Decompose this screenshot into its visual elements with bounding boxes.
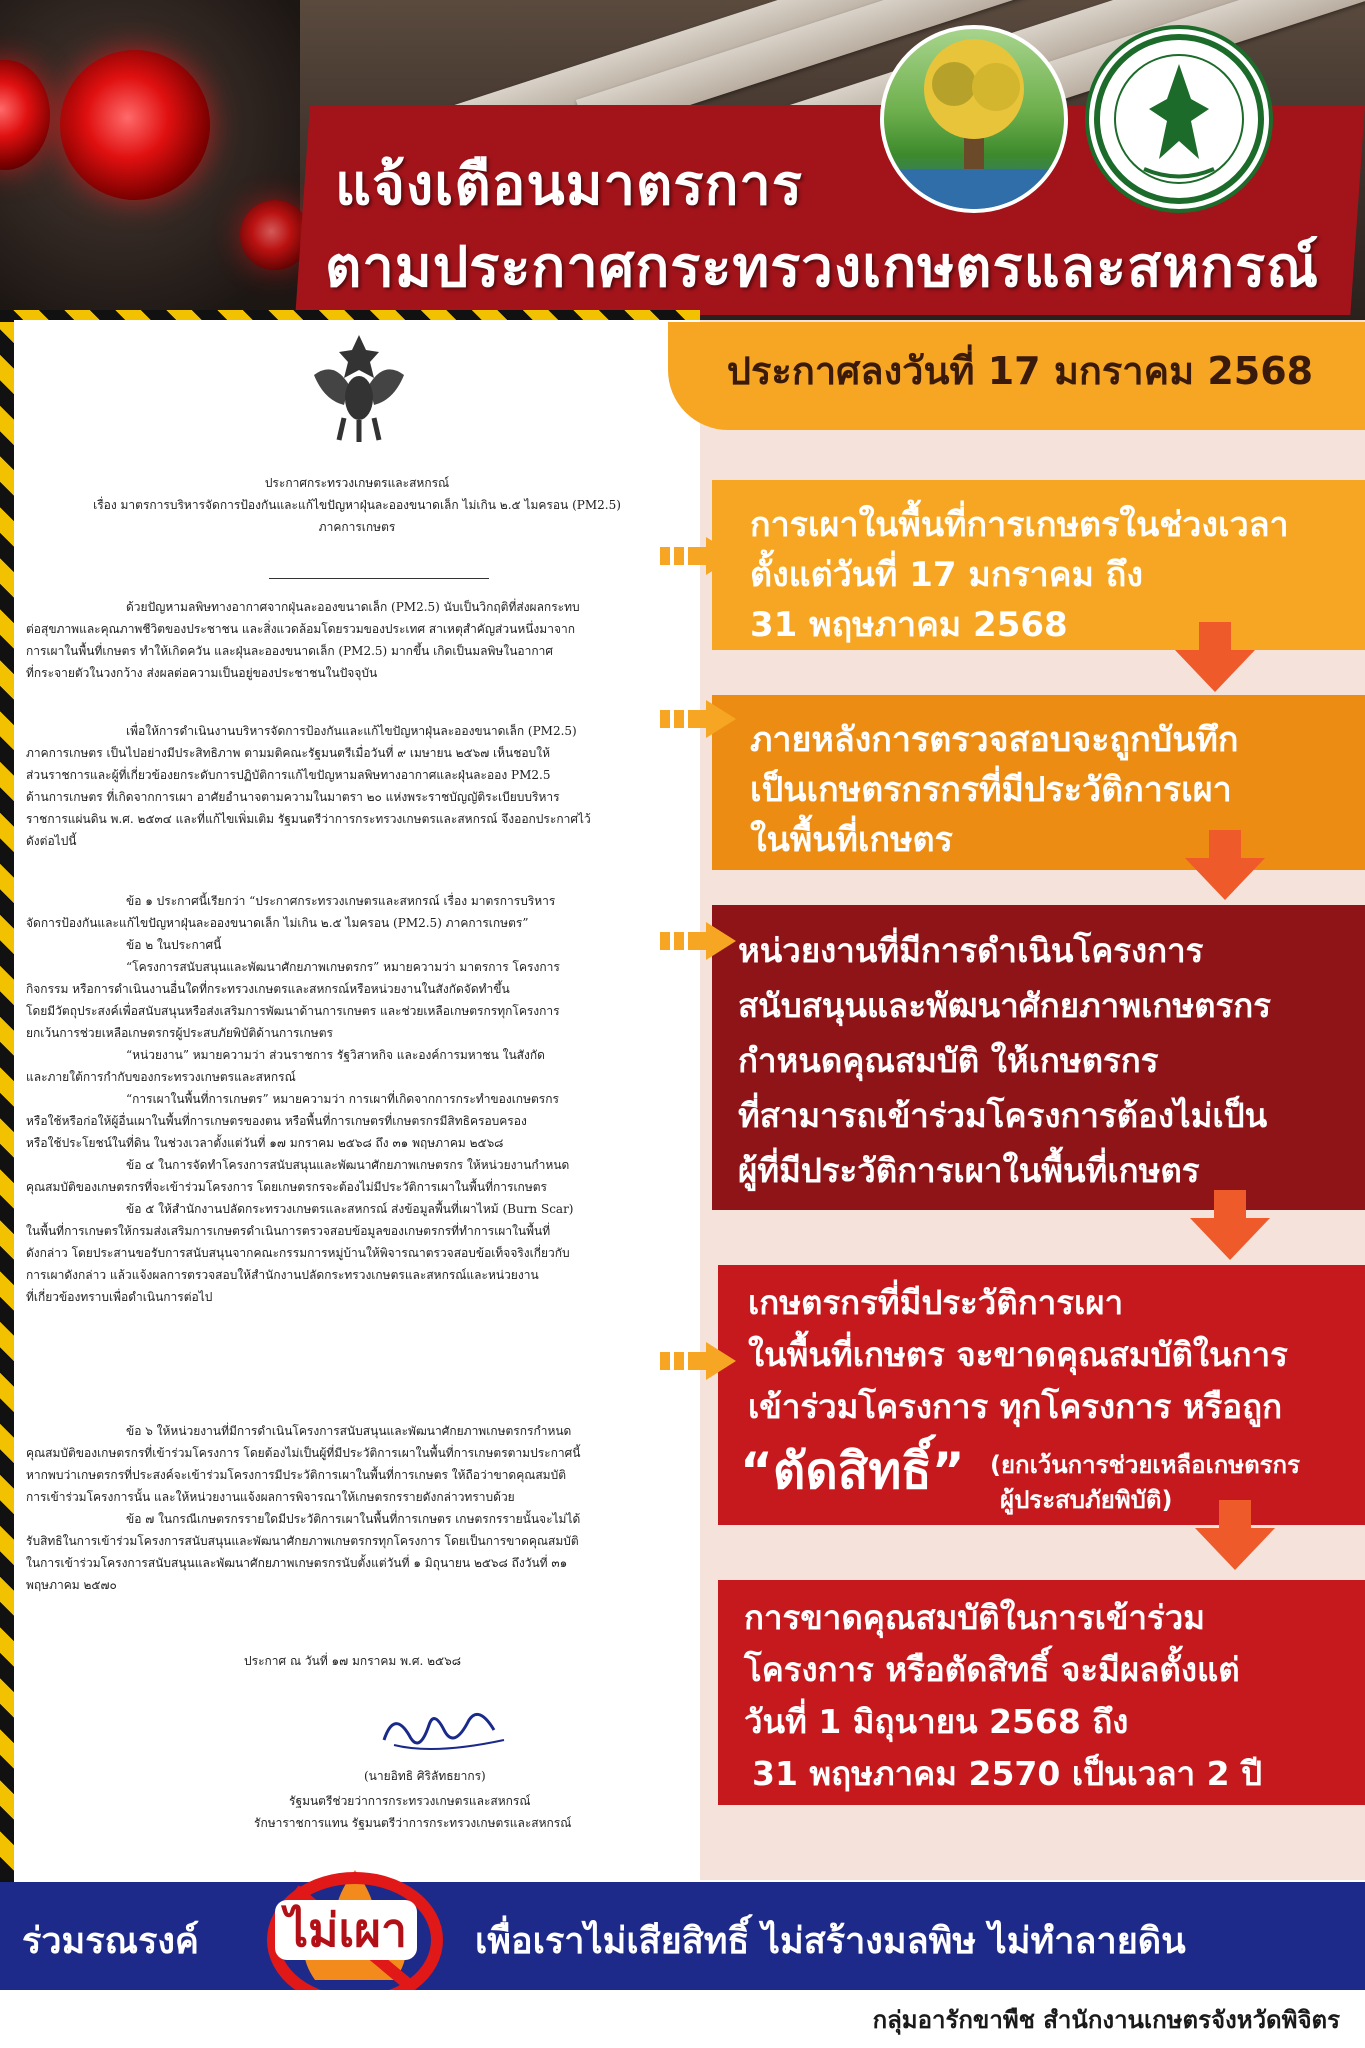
step-4-line: เกษตรกรที่มีประวัติการเผา: [748, 1283, 1124, 1322]
doc-line: การเข้าร่วมโครงการนั้น และให้หน่วยงานแจ้งผลการพิจารณาให้เกษตรกรรายดังกล่าวทราบด้วย: [26, 1490, 515, 1504]
campaign-emphasis: ไม่เผา: [275, 1900, 417, 1960]
campaign-prefix: ร่วมรณรงค์: [22, 1921, 200, 1962]
step-2-line: เป็นเกษตรกรกรที่มีประวัติการเผา: [750, 770, 1232, 810]
step-5-line: การขาดคุณสมบัติในการเข้าร่วม: [744, 1598, 1206, 1637]
doc-line: ข้อ ๗ ในกรณีเกษตรกรรายใดมีประวัติการเผาในพื้นที่การเกษตร เกษตรกรรายนั้นจะไม่ได้: [126, 1512, 581, 1526]
step-3-line: ที่สามารถเข้าร่วมโครงการต้องไม่เป็น: [738, 1096, 1268, 1135]
doc-line: ข้อ ๔ ในการจัดทำโครงการสนับสนุนและพัฒนาศักยภาพเกษตรกร ให้หน่วยงานกำหนด: [126, 1158, 570, 1172]
right-arrow-icon: [660, 535, 738, 577]
announcement-document: [14, 320, 700, 1880]
doc-paragraph-3: [26, 890, 691, 1308]
doc-line: ข้อ ๕ ให้สำนักงานปลัดกระทรวงเกษตรและสหกรณ์ ส่งข้อมูลพื้นที่เผาไหม้ (Burn Scar): [126, 1202, 574, 1216]
doc-line: การเผาดังกล่าว แล้วแจ้งผลการตรวจสอบให้สำนักงานปลัดกระทรวงเกษตรและสหกรณ์และหน่วยงาน: [26, 1268, 539, 1282]
doc-line: และภายใต้การกำกับของกระทรวงเกษตรและสหกรณ์: [26, 1070, 296, 1084]
down-arrow-icon: [1195, 1500, 1275, 1570]
doc-line: ส่วนราชการและผู้ที่เกี่ยวข้องยกระดับการปฏิบัติการแก้ไขปัญหามลพิษทางอากาศและฝุ่นละออง PM2.5: [26, 768, 551, 782]
step-3-line: ผู้ที่มีประวัติการเผาในพื้นที่เกษตร: [738, 1151, 1200, 1190]
step-2-line: ในพื้นที่เกษตร: [750, 820, 953, 860]
doc-line: ราชการแผ่นดิน พ.ศ. ๒๕๓๔ และที่แก้ไขเพิ่มเติม รัฐมนตรีว่าการกระทรวงเกษตรและสหกรณ์ จึงออกประกาศไว้: [26, 812, 591, 826]
doc-line: ดังต่อไปนี้: [26, 834, 77, 848]
step-3-line: หน่วยงานที่มีการดำเนินโครงการ: [738, 931, 1204, 970]
doc-line: หากพบว่าเกษตรกรที่ประสงค์จะเข้าร่วมโครงการมีประวัติการเผาในพื้นที่การเกษตร ให้ถือว่าขาดคุณสมบัติ: [26, 1468, 567, 1482]
doc-signer-acting-title: รักษาราชการแทน รัฐมนตรีว่าการกระทรวงเกษตรและสหกรณ์: [254, 1816, 572, 1830]
doc-heading-title: ประกาศกระทรวงเกษตรและสหกรณ์: [264, 476, 450, 490]
signature-icon: [374, 1700, 514, 1760]
department-seal-icon: [1085, 25, 1273, 213]
right-arrow-icon: [660, 920, 738, 962]
title-line-1: แจ้งเตือนมาตรการ: [335, 153, 803, 218]
doc-line: ด้านการเกษตร ที่เกิดจากการเผา อาศัยอำนาจตามความในมาตรา ๒๐ แห่งพระราชบัญญัติระเบียบบริหาร: [26, 790, 560, 804]
doc-line: ที่เกี่ยวข้องทราบเพื่อดำเนินการต่อไป: [26, 1290, 213, 1304]
step-1-line: 31 พฤษภาคม 2568: [750, 605, 1068, 645]
doc-line: ด้วยปัญหามลพิษทางอากาศจากฝุ่นละอองขนาดเล็ก (PM2.5) นับเป็นวิกฤติที่ส่งผลกระทบ: [126, 600, 580, 614]
doc-announced-date: ประกาศ ณ วันที่ ๑๗ มกราคม พ.ศ. ๒๕๖๘: [244, 1654, 461, 1668]
doc-line: กิจกรรม หรือการดำเนินงานอื่นใดที่กระทรวงเกษตรและสหกรณ์หรือหน่วยงานในสังกัดจัดทำขึ้น: [26, 982, 510, 996]
step-1-line: ตั้งแต่วันที่ 17 มกราคม ถึง: [750, 555, 1143, 595]
step-3-box: [712, 905, 1365, 1210]
step-2-line: ภายหลังการตรวจสอบจะถูกบันทึก: [750, 720, 1239, 760]
doc-heading-subject: เรื่อง มาตรการบริหารจัดการป้องกันและแก้ไขปัญหาฝุ่นละอองขนาดเล็ก ไม่เกิน ๒.๕ ไมครอน (PM2.5): [93, 498, 621, 512]
doc-heading-sector: ภาคการเกษตร: [318, 520, 396, 534]
step-5-line: โครงการ หรือตัดสิทธิ์ จะมีผลตั้งแต่: [744, 1650, 1240, 1689]
doc-paragraph-4: [26, 1420, 691, 1596]
doc-line: ข้อ ๑ ประกาศนี้เรียกว่า “ประกาศกระทรวงเกษตรและสหกรณ์ เรื่อง มาตรการบริหาร: [126, 894, 556, 908]
step-5-line: วันที่ 1 มิถุนายน 2568 ถึง: [744, 1702, 1129, 1741]
title-line-2: ตามประกาศกระทรวงเกษตรและสหกรณ์: [325, 235, 1320, 300]
doc-line: หรือใช้ประโยชน์ในที่ดิน ในช่วงเวลาตั้งแต่วันที่ ๑๗ มกราคม ๒๕๖๘ ถึง ๓๑ พฤษภาคม ๒๕๖๘: [26, 1136, 504, 1150]
step-1-box: [712, 480, 1365, 650]
doc-paragraph-2: [26, 720, 691, 852]
red-signal-lamp-icon: [60, 50, 210, 200]
doc-line: ต่อสุขภาพและคุณภาพชีวิตของประชาชน และสิ่งแวดล้อมโดยรวมของประเทศ สาเหตุสำคัญส่วนหนึ่งมาจาก: [26, 622, 575, 636]
doc-signer-title: รัฐมนตรีช่วยว่าการกระทรวงเกษตรและสหกรณ์: [289, 1794, 531, 1808]
campaign-slogan: เพื่อเราไม่เสียสิทธิ์ ไม่สร้างมลพิษ ไม่ทำลายดิน: [475, 1921, 1186, 1962]
step-3-line: สนับสนุนและพัฒนาศักยภาพเกษตรกร: [738, 986, 1271, 1025]
doc-line: คุณสมบัติของเกษตรกรที่จะเข้าร่วมโครงการ โดยเกษตรกรจะต้องไม่มีประวัติการเผาในพื้นที่การเกษตร: [26, 1180, 547, 1194]
doc-line: คุณสมบัติของเกษตรกรที่เข้าร่วมโครงการ โดยต้องไม่เป็นผู้ที่มีประวัติการเผาในพื้นที่การเกษตรตามประกาศนี้: [26, 1446, 581, 1460]
doc-line: ดังกล่าว โดยประสานขอรับการสนับสนุนจากคณะกรรมการหมู่บ้านให้พิจารณาตรวจสอบข้อเท็จจริงเกี่ยวกับ: [26, 1246, 570, 1260]
doc-line: ภาคการเกษตร เป็นไปอย่างมีประสิทธิภาพ ตามมติคณะรัฐมนตรีเมื่อวันที่ ๙ เมษายน ๒๕๖๗ เห็นชอบให้: [26, 746, 550, 760]
doc-line: ข้อ ๒ ในประกาศนี้: [126, 938, 222, 952]
step-3-line: กำหนดคุณสมบัติ ให้เกษตรกร: [738, 1041, 1159, 1080]
date-banner-text: ประกาศลงวันที่ 17 มกราคม 2568: [726, 349, 1314, 393]
doc-line: ที่กระจายตัวในวงกว้าง ส่งผลต่อความเป็นอยู่ของประชาชนในปัจจุบัน: [26, 666, 378, 680]
step-4-emphasis: “ตัดสิทธิ์”: [740, 1442, 965, 1500]
step-5-line: 31 พฤษภาคม 2570 เป็นเวลา 2 ปี: [752, 1754, 1263, 1793]
doc-line: ยกเว้นการช่วยเหลือเกษตรกรผู้ประสบภัยพิบัติด้านการเกษตร: [26, 1026, 333, 1040]
down-arrow-icon: [1185, 830, 1265, 900]
doc-line: “หน่วยงาน” หมายความว่า ส่วนราชการ รัฐวิสาหกิจ และองค์การมหาชน ในสังกัด: [126, 1048, 545, 1062]
credit-text: กลุ่มอารักขาพืช สำนักงานเกษตรจังหวัดพิจิตร: [872, 2006, 1340, 2034]
doc-line: การเผาในพื้นที่เกษตร ทำให้เกิดควัน และฝุ่นละอองขนาดเล็ก (PM2.5) มากขึ้น เกิดเป็นมลพิษในอากาศ: [26, 644, 553, 658]
down-arrow-icon: [1175, 622, 1255, 692]
doc-line: ข้อ ๖ ให้หน่วยงานที่มีการดำเนินโครงการสนับสนุนและพัฒนาศักยภาพเกษตรกรกำหนด: [126, 1424, 572, 1438]
doc-line: รับสิทธิในการเข้าร่วมโครงการสนับสนุนและพัฒนาศักยภาพเกษตรกรทุกโครงการ โดยเป็นการขาดคุณสมบัติ: [26, 1534, 579, 1548]
doc-line: “การเผาในพื้นที่การเกษตร” หมายความว่า การเผาที่เกิดจากการกระทำของเกษตรกร: [126, 1092, 559, 1106]
doc-line: พฤษภาคม ๒๕๗๐: [26, 1578, 117, 1592]
doc-paragraph-1: [26, 596, 691, 684]
doc-line: ในพื้นที่การเกษตรให้กรมส่งเสริมการเกษตรดำเนินการตรวจสอบข้อมูลของเกษตรกรที่ทำการเผาในพื้นที่: [26, 1224, 551, 1238]
doc-line: ในการเข้าร่วมโครงการสนับสนุนและพัฒนาศักยภาพเกษตรกรนับตั้งแต่วันที่ ๑ มิถุนายน ๒๕๖๘ ถึงวันที่ ๓๑: [26, 1556, 568, 1570]
step-4-line: เข้าร่วมโครงการ ทุกโครงการ หรือถูก: [748, 1387, 1283, 1426]
step-1-line: การเผาในพื้นที่การเกษตรในช่วงเวลา: [750, 505, 1289, 545]
step-4-note-line-1: (ยกเว้นการช่วยเหลือเกษตรกร: [990, 1451, 1300, 1479]
doc-divider: [269, 578, 489, 579]
step-5-box: [718, 1580, 1365, 1805]
step-4-line: ในพื้นที่เกษตร จะขาดคุณสมบัติในการ: [748, 1335, 1288, 1374]
agriculture-office-seal-icon: [880, 25, 1068, 213]
right-arrow-icon: [660, 1340, 738, 1382]
hazard-stripe-left: [0, 310, 14, 1882]
step-2-box: [712, 695, 1365, 870]
right-arrow-icon: [660, 698, 738, 740]
doc-signer-name: (นายอิทธิ ศิริลัทธยากร): [364, 1769, 486, 1783]
garuda-emblem-icon: [304, 330, 414, 445]
doc-line: โดยมีวัตถุประสงค์เพื่อสนับสนุนหรือส่งเสริมการพัฒนาด้านการเกษตร และช่วยเหลือเกษตรกรทุกโครงการ: [26, 1004, 560, 1018]
doc-line: “โครงการสนับสนุนและพัฒนาศักยภาพเกษตรกร” หมายความว่า มาตรการ โครงการ: [126, 960, 560, 974]
doc-line: เพื่อให้การดำเนินงานบริหารจัดการป้องกันและแก้ไขปัญหาฝุ่นละอองขนาดเล็ก (PM2.5): [126, 724, 577, 738]
step-4-note-line-2: ผู้ประสบภัยพิบัติ): [1000, 1486, 1173, 1514]
down-arrow-icon: [1190, 1190, 1270, 1260]
doc-line: หรือใช้หรือก่อให้ผู้อื่นเผาในพื้นที่การเกษตรของตน หรือพื้นที่การเกษตรที่เกษตรกรมีสิทธิครอบครอง: [26, 1114, 527, 1128]
doc-line: จัดการป้องกันและแก้ไขปัญหาฝุ่นละอองขนาดเล็ก ไม่เกิน ๒.๕ ไมครอน (PM2.5) ภาคการเกษตร”: [26, 916, 529, 930]
